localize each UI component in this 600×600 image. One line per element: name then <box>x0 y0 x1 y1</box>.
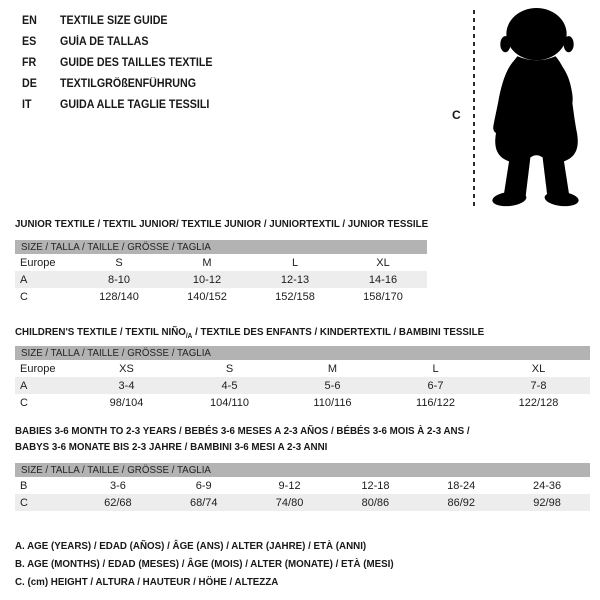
table-row-age <box>15 377 590 394</box>
language-label: GUIDA ALLE TAGLIE TESSILI <box>60 98 210 111</box>
row-label: C <box>15 494 75 511</box>
language-row-it <box>22 94 224 115</box>
cell: 4-5 <box>178 377 281 394</box>
cell: 116/122 <box>416 396 455 409</box>
language-label: GUÍA DE TALLAS <box>60 35 149 48</box>
table-row-age <box>15 271 427 288</box>
footnote-height: C. (cm) HEIGHT / ALTURA / HAUTEUR / HÖHE / ALTEZZA <box>15 576 279 588</box>
cell: 14-16 <box>339 271 427 288</box>
cell: XS <box>119 362 134 375</box>
cell: L <box>432 362 439 375</box>
children-table-title-text <box>15 324 484 345</box>
language-label: TEXTILGRÖßENFÜHRUNG <box>60 77 197 90</box>
table-row-europe <box>15 360 590 377</box>
babies-table-title <box>15 423 504 455</box>
cell: 6-9 <box>195 479 212 492</box>
babies-title-line1: BABIES 3-6 MONTH TO 2-3 YEARS / BEBÉS 3-6 MESES A 2-3 AÑOS / BÉBÉS 3-6 MOIS À 2-3 ANS / <box>15 425 470 437</box>
footnote-age-months: B. AGE (MONTHS) / EDAD (MESES) / ÂGE (MOIS) / ALTER (MONATE) / ETÀ (MESI) <box>15 558 394 570</box>
height-measure-dotted-line <box>473 10 475 208</box>
size-header-bar <box>15 346 590 360</box>
cell: 12-13 <box>251 271 339 288</box>
language-code: EN <box>22 14 37 27</box>
language-code: FR <box>22 56 37 69</box>
table-row-age-months <box>15 477 590 494</box>
junior-table-title <box>15 216 459 232</box>
junior-table-title-text: JUNIOR TEXTILE / TEXTIL JUNIOR/ TEXTILE JUNIOR / JUNIORTEXTIL / JUNIOR TESSILE <box>15 218 429 230</box>
language-row-fr <box>22 52 224 73</box>
title-subscript: /A <box>185 333 193 341</box>
cell: 3-4 <box>75 377 178 394</box>
size-header-text: SIZE / TALLA / TAILLE / GRÖSSE / TAGLIA <box>21 347 211 359</box>
language-code: ES <box>22 35 37 48</box>
size-header-text: SIZE / TALLA / TAILLE / GRÖSSE / TAGLIA <box>21 241 211 253</box>
cell: 6-7 <box>384 377 487 394</box>
language-label: TEXTILE SIZE GUIDE <box>60 14 168 27</box>
cell: M <box>327 362 338 375</box>
height-measure-label: C <box>452 108 461 122</box>
row-label: A <box>15 377 75 394</box>
cell: 24-36 <box>533 479 562 492</box>
cell: 140/152 <box>187 290 227 303</box>
language-code: DE <box>22 77 37 90</box>
cell: 8-10 <box>75 271 163 288</box>
row-label: C <box>20 290 28 303</box>
babies-title-line2: BABYS 3-6 MONATE BIS 2-3 JAHRE / BAMBINI 3-6 MESI A 2-3 ANNI <box>15 441 328 453</box>
cell: 122/128 <box>518 396 559 409</box>
size-header-bar <box>15 240 427 254</box>
title-segment: CHILDREN'S TEXTILE / TEXTIL NIÑO <box>15 326 186 338</box>
language-label: GUIDE DES TAILLES TEXTILE <box>60 56 213 69</box>
row-label: B <box>20 479 28 492</box>
cell: 80/86 <box>332 494 418 511</box>
cell: 152/158 <box>275 290 315 303</box>
cell: 62/68 <box>75 494 161 511</box>
table-row-height <box>15 494 590 511</box>
cell: 7-8 <box>487 377 590 394</box>
junior-size-table <box>15 240 427 305</box>
row-label: C <box>20 396 28 409</box>
row-label: Europe <box>20 362 56 375</box>
cell: 12-18 <box>361 479 390 492</box>
cell: S <box>225 362 234 375</box>
cell: 5-6 <box>281 377 384 394</box>
baby-silhouette-icon <box>483 6 591 207</box>
title-segment: / TEXTILE DES ENFANTS / KINDERTEXTIL / BAMBINI TESSILE <box>192 326 485 338</box>
cell: 68/74 <box>161 494 247 511</box>
cell: 9-12 <box>278 479 301 492</box>
language-row-en <box>22 10 224 31</box>
cell: 98/104 <box>109 396 144 409</box>
row-label: Europe <box>20 256 56 269</box>
size-header-text: SIZE / TALLA / TAILLE / GRÖSSE / TAGLIA <box>21 464 211 476</box>
cell: L <box>291 256 299 269</box>
cell: 74/80 <box>247 494 333 511</box>
children-table-title <box>15 324 519 345</box>
cell: 10-12 <box>163 271 251 288</box>
cell: 110/116 <box>313 396 352 409</box>
language-code: IT <box>22 98 32 111</box>
cell: 3-6 <box>109 479 126 492</box>
language-list <box>22 10 224 115</box>
language-row-de <box>22 73 224 94</box>
table-row-height <box>15 394 590 411</box>
children-size-table <box>15 346 590 411</box>
language-row-es <box>22 31 224 52</box>
babies-size-table <box>15 463 590 511</box>
cell: 158/170 <box>363 290 403 303</box>
table-row-europe <box>15 254 427 271</box>
cell: 86/92 <box>418 494 504 511</box>
footnote-age-years: A. AGE (YEARS) / EDAD (AÑOS) / ÂGE (ANS) / ALTER (JAHRE) / ETÀ (ANNI) <box>15 540 367 552</box>
cell: M <box>202 256 212 269</box>
footnotes <box>15 537 422 591</box>
cell: 18-24 <box>447 479 476 492</box>
table-row-height <box>15 288 427 305</box>
cell: XL <box>531 362 546 375</box>
cell: 128/140 <box>99 290 139 303</box>
cell: 92/98 <box>504 494 590 511</box>
cell: XL <box>376 256 390 269</box>
cell: 104/110 <box>210 396 249 409</box>
size-header-bar <box>15 463 590 477</box>
cell: S <box>115 256 123 269</box>
row-label: A <box>15 271 75 288</box>
